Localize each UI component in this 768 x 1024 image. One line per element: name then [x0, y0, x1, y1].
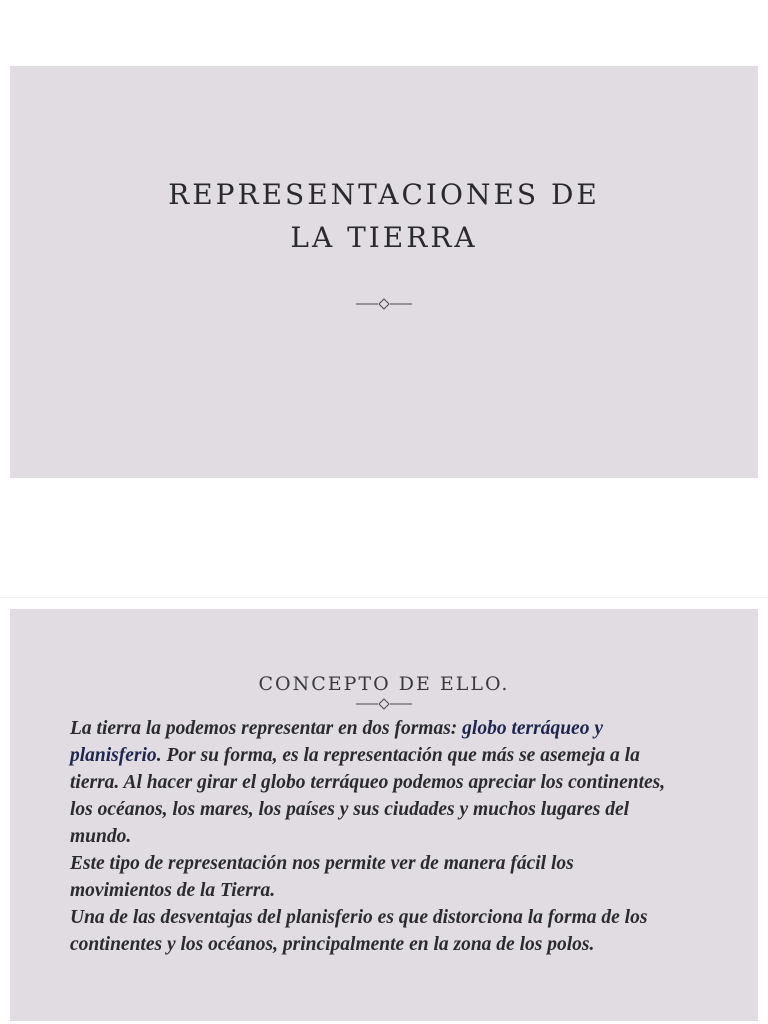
paragraph-2-line-2: movimientos de la Tierra.: [70, 880, 276, 901]
divider-diamond-icon: [356, 697, 412, 711]
content-slide: [10, 609, 758, 1021]
title-line-1: REPRESENTACIONES DE: [168, 178, 600, 211]
line-2-rest: . Por su forma, es la representación que más se asemeja a la: [156, 745, 640, 766]
body-text: [70, 715, 710, 958]
highlight-planisferio: planisferio: [70, 745, 157, 766]
highlight-globo: globo terráqueo y: [462, 718, 603, 739]
section-heading: CONCEPTO DE ELLO.: [258, 673, 510, 695]
paragraph-2-line-1: Este tipo de representación nos permite ver de manera fácil los: [70, 853, 574, 874]
paragraph-3-line-1: Una de las desventajas del planisferio es que distorciona la forma de los: [70, 907, 648, 928]
paragraph-3-line-2: continentes y los océanos, principalmente en la zona de los polos.: [70, 934, 595, 955]
intro-text: La tierra la podemos representar en dos formas:: [70, 718, 463, 739]
divider-diamond-icon: [356, 297, 412, 311]
paragraph-1-line-4: los océanos, los mares, los países y sus ciudades y muchos lugares del: [70, 799, 630, 820]
title-slide: [10, 66, 758, 478]
paragraph-1-line-3: tierra. Al hacer girar el globo terráqueo podemos apreciar los continentes,: [70, 772, 666, 793]
title-line-2: LA TIERRA: [290, 221, 478, 254]
page-divider: [0, 597, 768, 598]
paragraph-1-line-2: [70, 742, 710, 769]
slide-title: [10, 173, 758, 259]
paragraph-1-line-5: mundo.: [70, 826, 132, 847]
paragraph-1-line-1: [70, 715, 710, 742]
